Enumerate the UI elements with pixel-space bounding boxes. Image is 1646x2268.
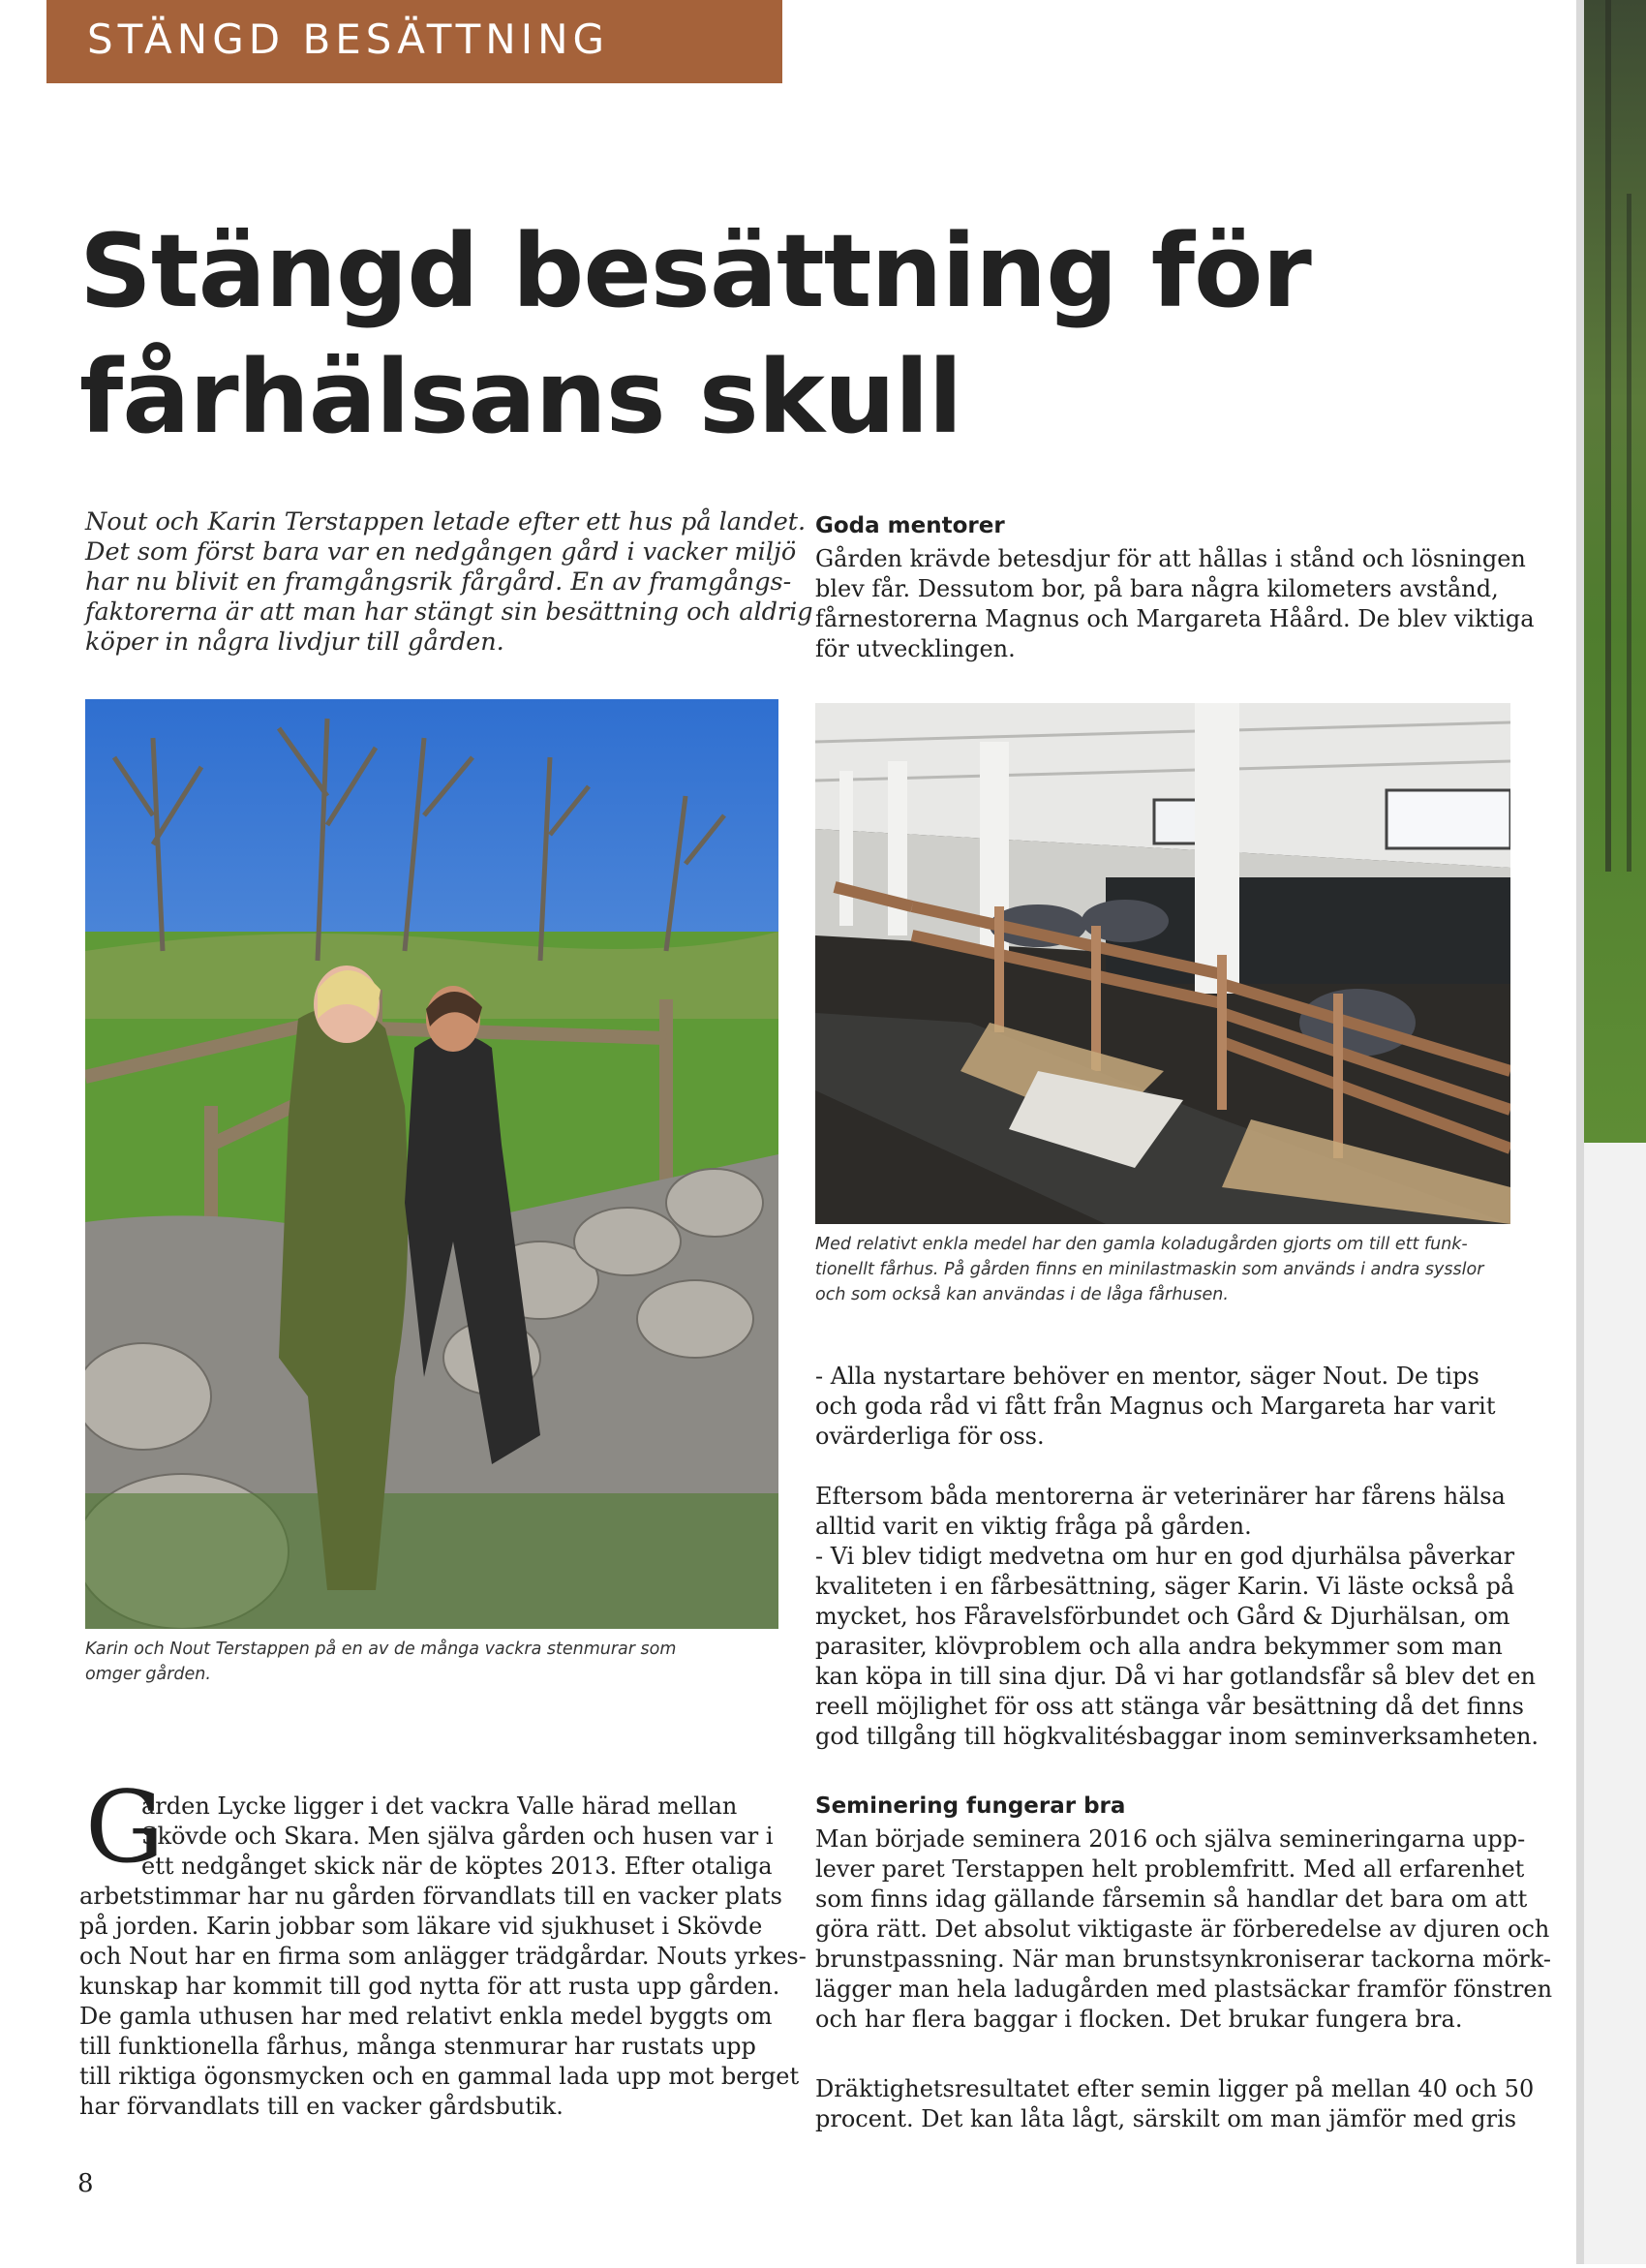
section-banner-label: STÄNGD BESÄTTNING [87, 15, 610, 63]
body-line: fårnestorerna Magnus och Margareta Håård. De blev viktiga [815, 605, 1535, 632]
health-paragraph [815, 1482, 1539, 1752]
body-line: brunstpassning. När man brunstsynkroniserar tackorna mörk- [815, 1946, 1551, 1973]
body-line: till funktionella fårhus, många stenmurar har rustats upp [79, 2033, 756, 2060]
body-line: ovärderliga för oss. [815, 1423, 1045, 1450]
body-line: till riktiga ögonsmycken och en gammal lada upp mot berget [79, 2063, 800, 2090]
body-line: procent. Det kan låta lågt, särskilt om man jämför med gris [815, 2105, 1517, 2132]
section-banner [46, 0, 782, 83]
caption-line: Med relativt enkla medel har den gamla koladugården gjorts om till ett funk- [815, 1235, 1468, 1254]
lead-line: köper in några livdjur till gården. [85, 628, 504, 657]
body-line: kvaliteten i en fårbesättning, säger Karin. Vi läste också på [815, 1573, 1515, 1600]
body-line: Gården krävde betesdjur för att hållas i stånd och lösningen [815, 545, 1526, 572]
body-line: har förvandlats till en vacker gårdsbutik. [79, 2093, 564, 2120]
result-paragraph [815, 2074, 1535, 2134]
title-line: fårhälsans skull [79, 338, 962, 456]
adjacent-page-edge [1576, 0, 1646, 2264]
caption-line: tionellt fårhus. På gården finns en minilastmaskin som används i andra sysslor [815, 1260, 1484, 1279]
body-line: Man började seminera 2016 och själva semineringarna upp- [815, 1825, 1526, 1853]
photo2-caption [815, 1232, 1510, 1307]
body-line: parasiter, klövproblem och alla andra bekymmer som man [815, 1633, 1503, 1660]
caption-line: Karin och Nout Terstappen på en av de många vackra stenmurar som [85, 1640, 677, 1659]
body-line: och goda råd vi fått från Magnus och Margareta har varit [815, 1393, 1496, 1420]
body-line: god tillgång till högkvalitésbaggar inom seminverksamheten. [815, 1723, 1539, 1750]
body-line: kunskap har kommit till god nytta för att rusta upp gården. [79, 1973, 780, 2000]
semin-paragraph [815, 1824, 1553, 2035]
body-line: blev får. Dessutom bor, på bara några kilometers avstånd, [815, 575, 1499, 602]
quote-paragraph [815, 1362, 1522, 1452]
body-line: - Alla nystartare behöver en mentor, säger Nout. De tips [815, 1363, 1479, 1390]
photo-barn-interior [815, 703, 1510, 1224]
body-line: lever paret Terstappen helt problemfritt. Med all erfarenhet [815, 1855, 1525, 1883]
body-line: och Nout har en firma som anlägger trädgårdar. Nouts yrkes- [79, 1943, 807, 1970]
intro-paragraph [79, 1882, 807, 2122]
body-line: De gamla uthusen har med relativt enkla medel byggts om [79, 2003, 773, 2030]
semin-heading: Seminering fungerar bra [815, 1793, 1126, 1819]
body-line: Eftersom båda mentorerna är veterinärer har fårens hälsa [815, 1483, 1506, 1510]
body-line: Dräktighetsresultatet efter semin ligger på mellan 40 och 50 [815, 2075, 1535, 2102]
body-line: arbetstimmar har nu gården förvandlats till en vacker plats [79, 1883, 782, 1910]
lead-line: har nu blivit en framgångsrik fårgård. En av framgångs- [85, 567, 792, 597]
body-line: för utvecklingen. [815, 635, 1016, 662]
lead-line: faktorerna är att man har stängt sin besättning och aldrig [85, 598, 813, 627]
body-line: och har flera baggar i flocken. Det brukar fungera bra. [815, 2006, 1463, 2033]
body-line: - Vi blev tidigt medvetna om hur en god djurhälsa påverkar [815, 1543, 1515, 1570]
mentor-heading: Goda mentorer [815, 513, 1005, 538]
body-line: mycket, hos Fåravelsförbundet och Gård & Djurhälsan, om [815, 1603, 1510, 1630]
body-line: ett nedgånget skick när de köptes 2013. Efter otaliga [141, 1853, 773, 1880]
title-line: Stängd besättning för [79, 212, 1311, 330]
lead-line: Nout och Karin Terstappen letade efter ett hus på landet. [85, 507, 807, 536]
mentor-paragraph [815, 544, 1535, 664]
article-title [79, 208, 1338, 460]
body-line: som finns idag gällande fårsemin så handlar det bara om att [815, 1885, 1528, 1913]
page-number: 8 [77, 2169, 94, 2198]
body-line: lägger man hela ladugården med plastsäckar framför fönstren [815, 1976, 1553, 2003]
caption-line: och som också kan användas i de låga fårhusen. [815, 1285, 1229, 1304]
caption-line: omger gården. [85, 1665, 211, 1684]
body-line: på jorden. Karin jobbar som läkare vid sjukhuset i Skövde [79, 1913, 763, 1940]
intro-first-lines [141, 1792, 780, 1882]
body-line: göra rätt. Det absolut viktigaste är förberedelse av djuren och [815, 1916, 1550, 1943]
photo1-caption [85, 1637, 778, 1687]
article-lead [85, 507, 813, 658]
photo-couple-stone-wall [85, 699, 778, 1629]
drop-cap: G [85, 1770, 165, 1885]
body-line: kan köpa in till sina djur. Då vi har gotlandsfår så blev det en [815, 1663, 1536, 1690]
body-line: Skövde och Skara. Men själva gården och husen var i [141, 1823, 774, 1850]
lead-line: Det som först bara var en nedgången gård i vacker miljö [85, 537, 797, 567]
body-line: reell möjlighet för oss att stänga vår besättning då det finns [815, 1693, 1524, 1720]
body-line: alltid varit en viktig fråga på gården. [815, 1513, 1252, 1540]
body-line: ården Lycke ligger i det vackra Valle härad mellan [141, 1793, 738, 1820]
